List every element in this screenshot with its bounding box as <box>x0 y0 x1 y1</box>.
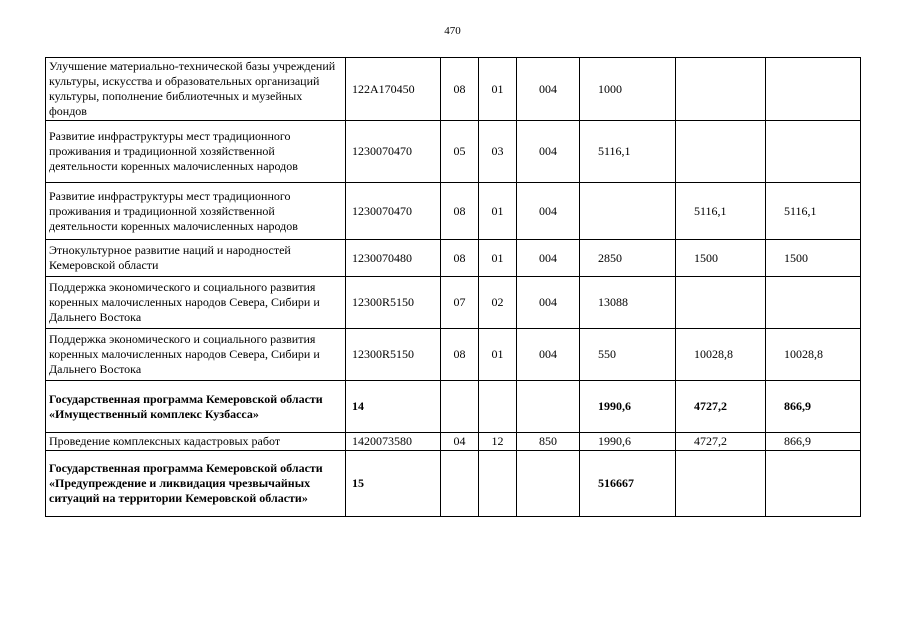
target-code-cell: 122A170450 <box>346 58 441 121</box>
budget-table <box>45 57 861 517</box>
target-code-cell: 1230070470 <box>346 183 441 240</box>
section-cell: 08 <box>441 329 479 381</box>
target-code-cell: 15 <box>346 451 441 517</box>
expense-type-cell <box>517 451 580 517</box>
amount-year-2-cell <box>676 451 766 517</box>
program-name-cell: Улучшение материально-технической базы учреждений культуры, искусства и образовательных организаций культуры, пополнение библиотечных и музейных фондов <box>46 58 346 121</box>
program-name-cell: Государственная программа Кемеровской области «Предупреждение и ликвидация чрезвычайных ситуаций на территории Кемеровской области» <box>46 451 346 517</box>
target-code-cell: 12300R5150 <box>346 329 441 381</box>
table-row <box>46 451 861 517</box>
subsection-cell: 01 <box>479 58 517 121</box>
subsection-cell <box>479 381 517 433</box>
amount-year-2-cell: 5116,1 <box>676 183 766 240</box>
section-cell: 08 <box>441 183 479 240</box>
amount-year-2-cell <box>676 58 766 121</box>
table-row <box>46 381 861 433</box>
subsection-cell: 01 <box>479 329 517 381</box>
amount-year-3-cell <box>766 121 861 183</box>
table-row <box>46 183 861 240</box>
amount-year-2-cell <box>676 121 766 183</box>
section-cell: 08 <box>441 240 479 277</box>
subsection-cell: 12 <box>479 433 517 451</box>
subsection-cell: 01 <box>479 240 517 277</box>
table-row <box>46 329 861 381</box>
amount-year-3-cell: 866,9 <box>766 433 861 451</box>
table-row <box>46 58 861 121</box>
amount-year-2-cell: 4727,2 <box>676 381 766 433</box>
program-name-cell: Развитие инфраструктуры мест традиционного проживания и традиционной хозяйственной деятельности коренных малочисленных народов <box>46 183 346 240</box>
section-cell: 07 <box>441 277 479 329</box>
section-cell: 05 <box>441 121 479 183</box>
amount-year-2-cell: 4727,2 <box>676 433 766 451</box>
expense-type-cell <box>517 381 580 433</box>
section-cell <box>441 451 479 517</box>
section-cell <box>441 381 479 433</box>
target-code-cell: 14 <box>346 381 441 433</box>
amount-year-1-cell <box>580 183 676 240</box>
amount-year-1-cell: 1990,6 <box>580 381 676 433</box>
amount-year-3-cell: 10028,8 <box>766 329 861 381</box>
amount-year-1-cell: 5116,1 <box>580 121 676 183</box>
amount-year-1-cell: 1000 <box>580 58 676 121</box>
expense-type-cell: 004 <box>517 183 580 240</box>
subsection-cell: 02 <box>479 277 517 329</box>
target-code-cell: 1420073580 <box>346 433 441 451</box>
amount-year-3-cell: 866,9 <box>766 381 861 433</box>
target-code-cell: 12300R5150 <box>346 277 441 329</box>
table-body <box>46 58 861 517</box>
program-name-cell: Государственная программа Кемеровской области «Имущественный комплекс Кузбасса» <box>46 381 346 433</box>
table-row <box>46 240 861 277</box>
program-name-cell: Развитие инфраструктуры мест традиционного проживания и традиционной хозяйственной деятельности коренных малочисленных народов <box>46 121 346 183</box>
subsection-cell: 01 <box>479 183 517 240</box>
expense-type-cell: 004 <box>517 277 580 329</box>
amount-year-1-cell: 516667 <box>580 451 676 517</box>
amount-year-3-cell <box>766 58 861 121</box>
expense-type-cell: 004 <box>517 329 580 381</box>
expense-type-cell: 004 <box>517 121 580 183</box>
section-cell: 04 <box>441 433 479 451</box>
expense-type-cell: 004 <box>517 58 580 121</box>
program-name-cell: Проведение комплексных кадастровых работ <box>46 433 346 451</box>
subsection-cell <box>479 451 517 517</box>
amount-year-1-cell: 13088 <box>580 277 676 329</box>
target-code-cell: 1230070480 <box>346 240 441 277</box>
amount-year-2-cell <box>676 277 766 329</box>
amount-year-1-cell: 2850 <box>580 240 676 277</box>
table-row <box>46 121 861 183</box>
amount-year-3-cell: 5116,1 <box>766 183 861 240</box>
amount-year-3-cell <box>766 277 861 329</box>
amount-year-1-cell: 1990,6 <box>580 433 676 451</box>
subsection-cell: 03 <box>479 121 517 183</box>
program-name-cell: Поддержка экономического и социального развития коренных малочисленных народов Севера, Сибири и Дальнего Востока <box>46 277 346 329</box>
section-cell: 08 <box>441 58 479 121</box>
program-name-cell: Этнокультурное развитие наций и народностей Кемеровской области <box>46 240 346 277</box>
expense-type-cell: 004 <box>517 240 580 277</box>
page-number: 470 <box>444 25 461 37</box>
target-code-cell: 1230070470 <box>346 121 441 183</box>
amount-year-2-cell: 1500 <box>676 240 766 277</box>
amount-year-1-cell: 550 <box>580 329 676 381</box>
amount-year-3-cell <box>766 451 861 517</box>
table-row <box>46 433 861 451</box>
program-name-cell: Поддержка экономического и социального развития коренных малочисленных народов Севера, Сибири и Дальнего Востока <box>46 329 346 381</box>
table-row <box>46 277 861 329</box>
amount-year-2-cell: 10028,8 <box>676 329 766 381</box>
expense-type-cell: 850 <box>517 433 580 451</box>
amount-year-3-cell: 1500 <box>766 240 861 277</box>
